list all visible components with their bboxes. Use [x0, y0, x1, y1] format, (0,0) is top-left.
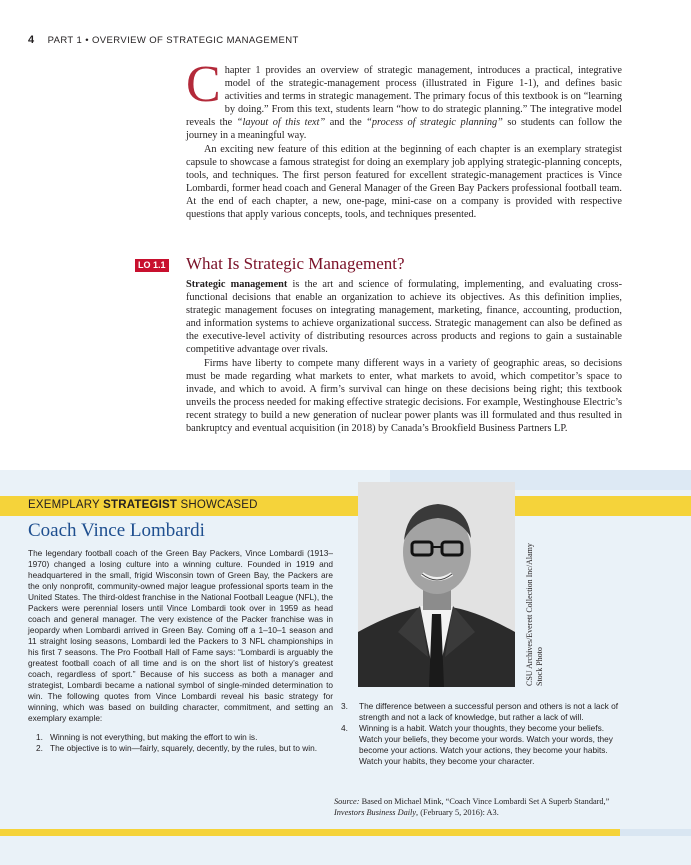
quote-number: 3.	[341, 701, 348, 711]
intro-emphasis-process: “process of strategic planning”	[366, 117, 503, 129]
feature-body	[28, 548, 333, 754]
source-text: Based on Michael Mink, “Coach Vince Lombardi Set A Superb Standard,”	[359, 797, 610, 806]
key-term: Strategic management	[186, 279, 288, 290]
quote-text: The objective is to win—fairly, squarely, decently, by the rules, but to win.	[50, 743, 318, 753]
running-head-text: PART 1 • OVERVIEW OF STRATEGIC MANAGEMENT	[47, 35, 299, 46]
list-item	[341, 701, 627, 723]
quote-text: The difference between a successful person and others is not a lack of strength and not a lack of knowledge, but rather a lack of will.	[359, 701, 619, 722]
intro-paragraph-2: An exciting new feature of this edition at the beginning of each chapter is an exemplary strategist capsule to showcase a famous strategist for doing an exemplary job applying strategic-planning concepts, tools, and techniques. The first person featured for excellent strategic-management practices is Vince Lombardi, former head coach and General Manager of the Green Bay Packers professional football team. At the end of each chapter, a new, one-page, mini-case on a company is provided with respective questions that apply various concepts, tools, and techniques presented.	[186, 143, 622, 221]
feature-heading: Coach Vince Lombardi	[28, 520, 205, 541]
quote-number: 1.	[36, 732, 43, 742]
intro-p1-mid: and the	[325, 117, 367, 129]
quote-list	[341, 701, 627, 767]
intro-p1-end: so students can follow the journey in a meaningful way.	[186, 117, 623, 142]
quote-number: 4.	[341, 723, 348, 733]
learning-objective-badge: LO 1.1	[135, 259, 169, 272]
photo-credit	[525, 543, 545, 686]
quote-text: Winning is not everything, but making the effort to win is.	[50, 732, 258, 742]
feature-band-title	[28, 499, 258, 511]
section-text	[186, 278, 622, 435]
quote-list-left	[28, 732, 333, 754]
list-item	[28, 743, 333, 754]
intro-emphasis-layout: “layout of this text”	[236, 117, 326, 129]
source-end: , (February 5, 2016): A3.	[416, 808, 499, 817]
running-header	[28, 34, 299, 46]
source-label: Source:	[334, 797, 360, 806]
portrait-illustration	[358, 482, 515, 687]
drop-cap: C	[186, 56, 221, 113]
intro-paragraph-1	[186, 56, 623, 143]
list-item	[28, 732, 333, 743]
band-title-post: SHOWCASED	[177, 499, 258, 511]
bottom-blue-bar	[620, 829, 691, 836]
bottom-yellow-bar	[0, 829, 620, 836]
band-title-bold: STRATEGIST	[103, 499, 178, 511]
list-item	[341, 723, 627, 767]
photo-credit-line-1: CSU Archives/Everett Collection Inc/Alamy	[525, 543, 534, 686]
intro-p1-text: hapter 1 provides an overview of strategic management, introduces a practical, integrative model of the strategic-management process (illustrated in Figure 1-1), and defines basic activities and terms in strategic management. The primary focus of this textbook is on “learning by doing.” From this text, students learn “how to do strategic planning.” The integrative model reveals the	[186, 65, 622, 129]
quote-list-right	[341, 701, 627, 767]
section-paragraph-2: Firms have liberty to compete many different ways in a variety of geographic areas, so decisions must be made regarding what markets to enter, what markets to avoid, which competitor’s space to invade, and which to avoid. A firm’s survival can hinge on these decisions being right; this textbook unveils the process needed for making effective strategic decisions. For example, Westinghouse Electric’s recent strategy to build a new generation of nuclear power plants was ill formulated and thus resulted in bankruptcy and eventual acquisition (in 2018) by Canada’s Brookfield Business Partners LP.	[186, 357, 622, 435]
source-publication: Investors Business Daily	[334, 808, 417, 817]
page-number: 4	[28, 34, 35, 46]
source-citation	[334, 796, 624, 818]
band-title-pre: EXEMPLARY	[28, 499, 104, 511]
quote-number: 2.	[36, 743, 43, 753]
intro-text	[186, 56, 623, 221]
section-paragraph-1	[186, 278, 622, 357]
photo-credit-line-2: Stock Photo	[535, 647, 544, 686]
section-heading: What Is Strategic Management?	[186, 254, 405, 273]
lombardi-portrait	[358, 482, 515, 687]
feature-paragraph: The legendary football coach of the Green Bay Packers, Vince Lombardi (1913–1970) changed a losing culture into a winning culture. Founded in 1919 and headquartered in the small, frigid Wisconsin town of Green Bay, the Packers are the only nonprofit, community-owned major league professional sports team in the United States. The third-oldest franchise in the National Football League (NFL), the Packers were perennial losers until Vince Lombardi took over in 1959 as head coach and general manager. The very existence of the Packer franchise was in jeopardy when Lombardi arrived in Green Bay. Coming off a 1–10–1 season and 11 straight losing seasons, Lombardi led the Packers to 3 NFL championships in his first 7 seasons. The Pro Football Hall of Fame says: “Lombardi is arguably the greatest football coach of all time and is on the short list of history’s greatest coach, regardless of sport.” Because of his success as both a manager and strategist, Lombardi became a national symbol of single-minded determination to win. The following quotes from Vince Lombardi reveal his basic strategy for winning, which was based on building character, commitment, and setting an exemplary example:	[28, 548, 333, 723]
section-p1-text: is the art and science of formulating, implementing, and evaluating cross-functional decisions that enable an organization to achieve its objectives. As this definition implies, strategic management focuses on integrating management, marketing, finance, accounting, production, and information systems to achieve organizational success. Strategic management can also be defined as the executive-level activity of distributing resources across products and regions to gain a sustainable competitive advantage over rivals.	[186, 279, 622, 356]
quote-text: Winning is a habit. Watch your thoughts, they become your beliefs. Watch your beliefs, they become your words. Watch your words, they become your actions. Watch your actions, they become your habits. Watch your habits, they become your character.	[359, 723, 613, 766]
